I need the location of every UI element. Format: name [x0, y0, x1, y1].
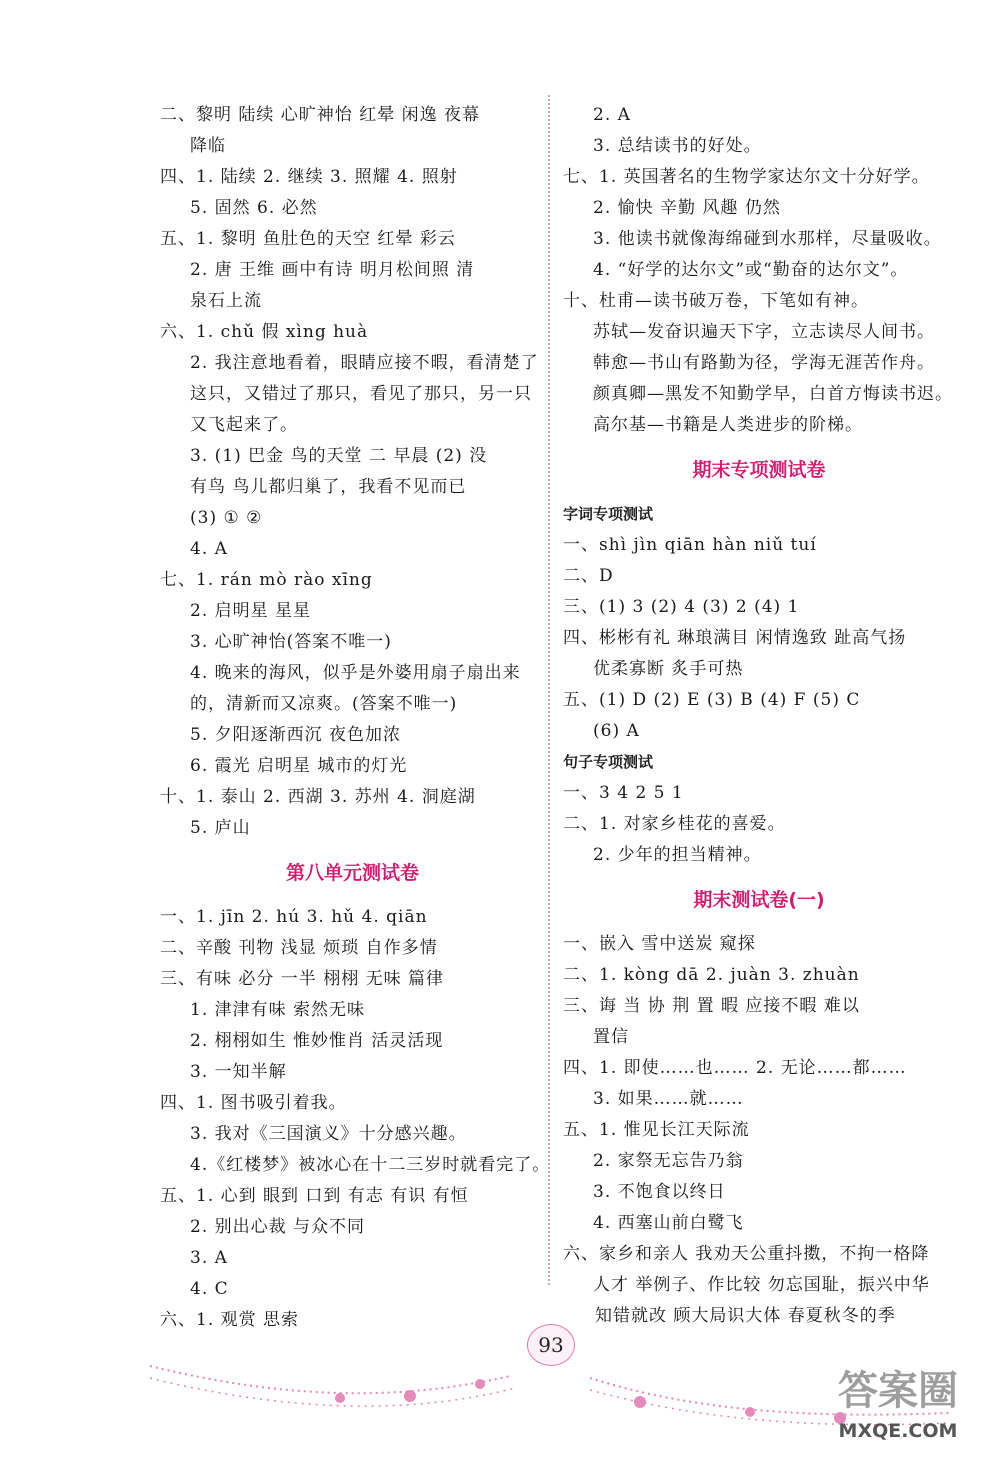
- answer-line: 四、1. 陆续 2. 继续 3. 照耀 4. 照射: [160, 167, 458, 187]
- answer-line: 4.《红楼梦》被冰心在十二三岁时就看完了。: [190, 1155, 551, 1175]
- answer-line: 2. 栩栩如生 惟妙惟肖 活灵活现: [190, 1031, 444, 1051]
- answer-line: 5. 固然 6. 必然: [190, 198, 318, 218]
- answer-line: 2. 启明星 星星: [190, 601, 312, 621]
- answer-line: 4. 晚来的海风，似乎是外婆用扇子扇出来: [190, 663, 521, 683]
- answer-line: 1. 津津有味 索然无味: [190, 1000, 366, 1020]
- answer-line: 四、1. 图书吸引着我。: [160, 1093, 347, 1113]
- answer-line: 4. C: [190, 1279, 229, 1299]
- answer-line: 3. 总结读书的好处。: [593, 136, 762, 156]
- answer-line: 七、1. rán mò rào xīng: [160, 570, 373, 590]
- answer-line: 五、1. 惟见长江天际流: [563, 1120, 750, 1140]
- answer-line: 3. 他读书就像海绵碰到水那样，尽量吸收。: [593, 229, 942, 249]
- answer-line: 七、1. 英国著名的生物学家达尔文十分好学。: [563, 167, 930, 187]
- answer-line: 2. 唐 王维 画中有诗 明月松间照 清: [190, 260, 475, 280]
- answer-line: 2. 家祭无忘告乃翁: [593, 1151, 744, 1171]
- answer-line: 三、(1) 3 (2) 4 (3) 2 (4) 1: [563, 597, 800, 617]
- subsection-heading: 句子专项测试: [563, 753, 654, 771]
- answer-line: 二、D: [563, 566, 614, 586]
- answer-line: 二、辛酸 刊物 浅显 烦琐 自作多情: [160, 938, 438, 958]
- answer-line: 五、1. 黎明 鱼肚色的天空 红晕 彩云: [160, 229, 456, 249]
- answer-line: 知错就改 顾大局识大体 春夏秋冬的季: [595, 1306, 896, 1326]
- answer-line: 韩愈—书山有路勤为径，学海无涯苦作舟。: [593, 353, 935, 373]
- left-column: [160, 100, 551, 1336]
- answer-line: 六、1. 观赏 思索: [160, 1310, 300, 1330]
- answer-line: 苏轼—发奋识遍天下字，立志读尽人间书。: [593, 322, 935, 342]
- answer-line: 二、1. kòng dā 2. juàn 3. zhuàn: [563, 965, 860, 985]
- answer-line: 6. 霞光 启明星 城市的灯光: [190, 756, 408, 776]
- watermark-url: MXQE.COM: [838, 1420, 958, 1442]
- answer-line: 五、1. 心到 眼到 口到 有志 有识 有恒: [160, 1186, 469, 1206]
- watermark: [818, 1366, 978, 1446]
- answer-line: 一、1. jīn 2. hú 3. hǔ 4. qiān: [160, 907, 428, 927]
- answer-line: 的，清新而又凉爽。(答案不唯一): [190, 694, 458, 714]
- section-heading: 期末测试卷(一): [693, 889, 825, 911]
- answer-line: 这只，又错过了那只，看见了那只，另一只: [190, 384, 532, 404]
- answer-line: 十、杜甫—读书破万卷，下笔如有神。: [563, 291, 869, 311]
- answer-line: 四、1. 即使……也…… 2. 无论……都……: [563, 1058, 907, 1078]
- answer-line: 一、嵌入 雪中送炭 窥探: [563, 934, 756, 954]
- answer-line: 又飞起来了。: [190, 415, 298, 435]
- answer-line: 四、彬彬有礼 琳琅满目 闲情逸致 趾高气扬: [563, 628, 907, 648]
- answer-line: 2. 我注意地看着，眼睛应接不暇，看清楚了: [190, 353, 539, 373]
- answer-line: 3. 一知半解: [190, 1062, 287, 1082]
- answer-line: 5. 夕阳逐渐西沉 夜色加浓: [190, 725, 402, 745]
- answer-line: 置信: [593, 1027, 629, 1047]
- answer-line: 泉石上流: [190, 291, 262, 311]
- section-heading: 第八单元测试卷: [285, 862, 419, 884]
- page-number: 93: [527, 1324, 575, 1366]
- answer-line: 4. “好学的达尔文”或“勤奋的达尔文”。: [593, 260, 909, 280]
- answer-line: 2. 别出心裁 与众不同: [190, 1217, 366, 1237]
- answer-line: 3. (1) 巴金 鸟的天堂 二 早晨 (2) 没: [190, 446, 488, 466]
- column-divider: [548, 95, 550, 1285]
- answer-line: 3. A: [190, 1248, 228, 1268]
- answer-line: 3. 如果……就……: [593, 1089, 744, 1109]
- answer-line: 五、(1) D (2) E (3) B (4) F (5) C: [563, 690, 861, 710]
- answer-line: 颜真卿—黑发不知勤学早，白首方悔读书迟。: [593, 384, 953, 404]
- answer-line: 有鸟 鸟儿都归巢了，我看不见而已: [190, 477, 467, 497]
- answer-line: 一、3 4 2 5 1: [563, 783, 684, 803]
- answer-line: 3. 不饱食以终日: [593, 1182, 726, 1202]
- answer-line: 2. 少年的担当精神。: [593, 845, 762, 865]
- answer-line: 4. 西塞山前白鹭飞: [593, 1213, 744, 1233]
- answer-line: (3) ① ②: [190, 508, 263, 528]
- subsection-heading: 字词专项测试: [563, 505, 654, 523]
- answer-line: 人才 举例子、作比较 勿忘国耻，振兴中华: [593, 1275, 930, 1295]
- answer-line: (6) A: [593, 721, 640, 741]
- answer-line: 六、家乡和亲人 我劝天公重抖擞，不拘一格降: [563, 1244, 930, 1264]
- answer-line: 二、1. 对家乡桂花的喜爱。: [563, 814, 786, 834]
- answer-line: 三、诲 当 协 荆 置 暇 应接不暇 难以: [563, 996, 860, 1016]
- answer-line: 4. A: [190, 539, 228, 559]
- answer-line: 3. 我对《三国演义》十分感兴趣。: [190, 1124, 467, 1144]
- watermark-logo: 答案圈: [838, 1368, 958, 1414]
- answer-line: 一、shì jìn qiān hàn niǔ tuí: [563, 535, 817, 555]
- answer-line: 三、有味 必分 一半 栩栩 无味 篇律: [160, 969, 445, 989]
- answer-line: 二、黎明 陆续 心旷神怡 红晕 闲逸 夜幕: [160, 105, 481, 125]
- answer-line: 5. 庐山: [190, 818, 251, 838]
- answer-line: 降临: [190, 136, 226, 156]
- answer-line: 六、1. chǔ 假 xìng huà: [160, 322, 369, 342]
- right-column: [563, 100, 955, 1332]
- answer-line: 优柔寡断 炙手可热: [593, 659, 744, 679]
- answer-line: 2. 愉快 辛勤 风趣 仍然: [593, 198, 781, 218]
- section-heading: 期末专项测试卷: [692, 459, 826, 481]
- answer-line: 2. A: [593, 105, 631, 125]
- answer-line: 高尔基—书籍是人类进步的阶梯。: [593, 415, 863, 435]
- answer-line: 十、1. 泰山 2. 西湖 3. 苏州 4. 洞庭湖: [160, 787, 476, 807]
- answer-line: 3. 心旷神怡(答案不唯一): [190, 632, 392, 652]
